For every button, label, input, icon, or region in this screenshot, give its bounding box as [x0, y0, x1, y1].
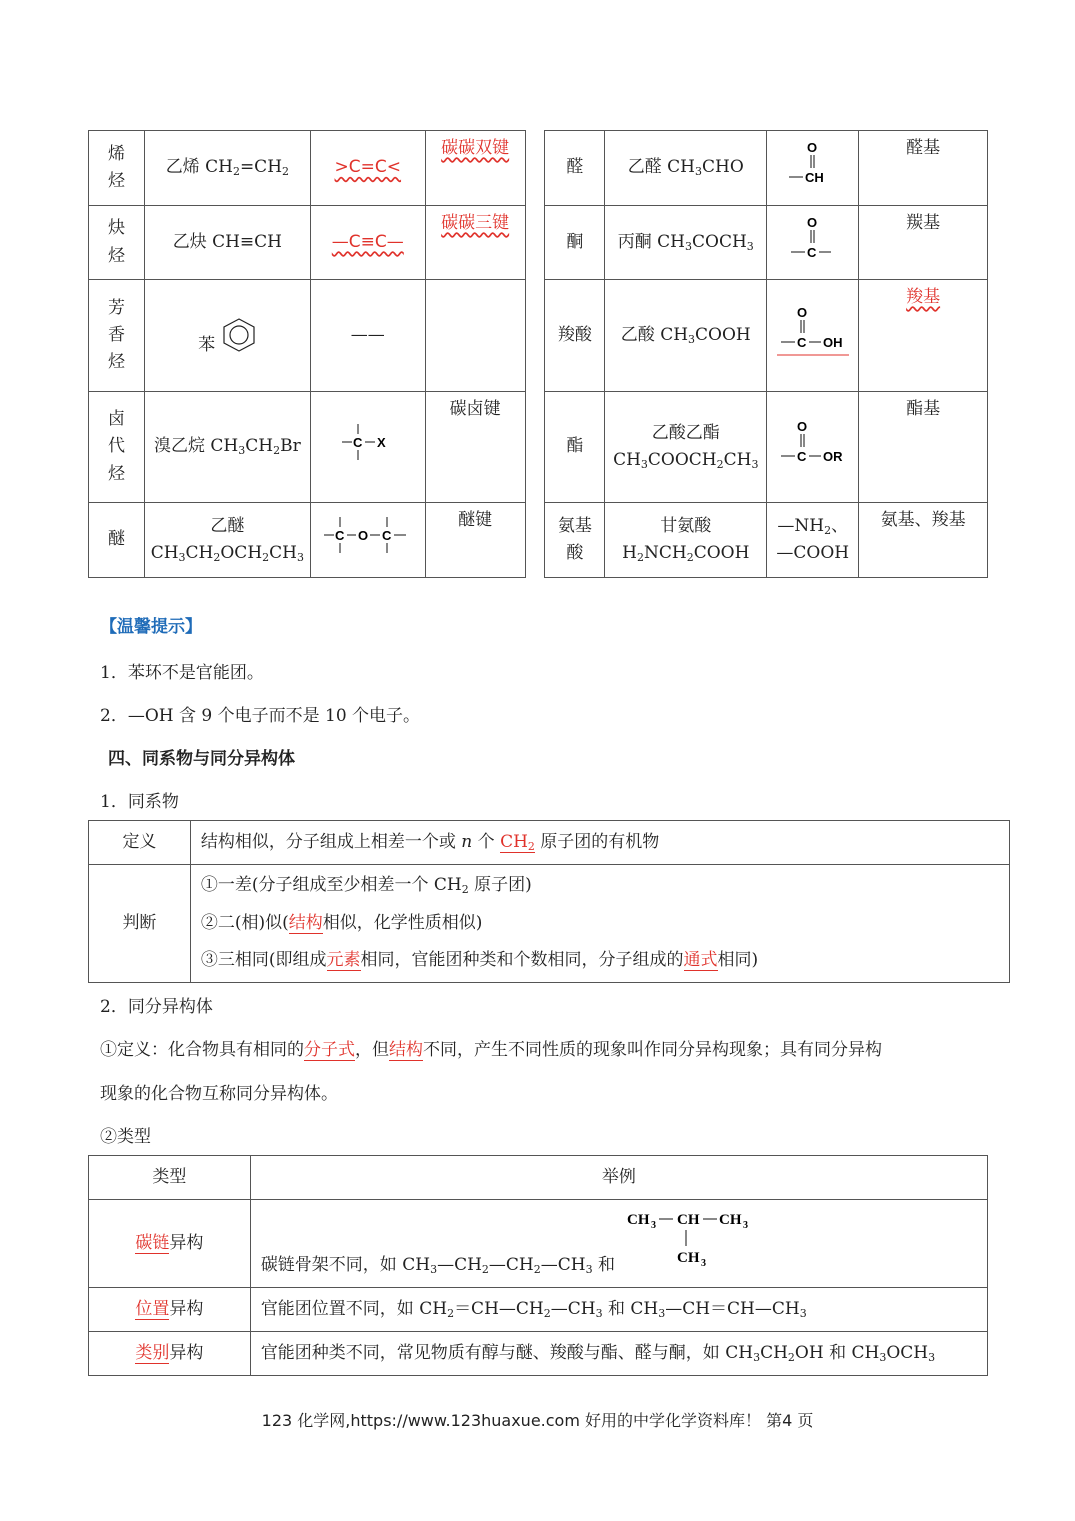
- group-halide: [310, 392, 425, 503]
- example-diethyl-ether: 乙醚 $CH_3CH_2OCH_2CH_3$: [144, 503, 310, 578]
- groupname-ketone: 羰基: [859, 206, 988, 280]
- svg-text:CH: CH: [626, 1212, 650, 1228]
- groupname-alkene: 碳碳双键: [425, 131, 525, 206]
- example-ethyne: 乙炔 CH≡CH: [144, 206, 310, 280]
- homolog-def-text: 结构相似，分子组成上相差一个或 n 个 $CH_2$ 原子团的有机物: [190, 821, 1009, 865]
- svg-text:C: C: [334, 528, 345, 544]
- tip-2: 2．—OH 含 9 个电子而不是 10 个电子。: [100, 706, 421, 726]
- group-carboxyl: [767, 280, 859, 392]
- svg-text:3: 3: [700, 1258, 706, 1269]
- example-acetone: 丙酮 $CH_3COCH_3$: [605, 206, 767, 280]
- groupname-amino-acid: 氨基、羧基: [859, 503, 988, 578]
- svg-text:CH: CH: [676, 1212, 700, 1228]
- groupname-alkyne: 碳碳三键: [425, 206, 525, 280]
- isomer-type-table: [88, 1155, 988, 1376]
- example-glycine: 甘氨酸 $H_2NCH_2COOH$: [605, 503, 767, 578]
- class-carboxylic: 羧酸: [545, 280, 605, 392]
- group-ketone: [767, 206, 859, 280]
- svg-text:C: C: [796, 334, 807, 350]
- group-aldehyde: [767, 131, 859, 206]
- tips-heading: 【温馨提示】: [100, 617, 202, 637]
- header-example: 举例: [250, 1156, 987, 1200]
- class-ether: 醚: [89, 503, 145, 578]
- example-ethyl-acetate: 乙酸乙酯 $CH_3COOCH_2CH_3$: [605, 392, 767, 503]
- example-carbon-chain: 碳链骨架不同，如 $CH_3—CH_2—CH_2—CH_3$ 和 CH 3 CH CH 3 CH 3: [250, 1200, 987, 1288]
- class-ester: 酯: [545, 392, 605, 503]
- homolog-def-label: 定义: [89, 821, 191, 865]
- svg-text:X: X: [376, 435, 386, 451]
- tip-1: 1．苯环不是官能团。: [100, 663, 264, 683]
- svg-text:3: 3: [650, 1220, 656, 1231]
- type-category: 类别异构: [89, 1332, 251, 1376]
- example-benzene: 苯: [144, 280, 310, 392]
- svg-text:OR: OR: [822, 449, 843, 465]
- svg-text:OH: OH: [822, 334, 843, 350]
- group-ether: [310, 503, 425, 578]
- group-ester: [767, 392, 859, 503]
- svg-text:C: C: [796, 449, 807, 465]
- subheading-isomer: 2．同分异构体: [100, 997, 213, 1017]
- class-alkene: 烯 烃: [89, 131, 145, 206]
- svg-text:O: O: [806, 214, 817, 230]
- svg-text:CH: CH: [804, 170, 824, 186]
- group-aromatic: ——: [310, 280, 425, 392]
- groupname-ester: 酯基: [859, 392, 988, 503]
- homolog-judge-label: 判断: [89, 865, 191, 983]
- example-ethene: 乙烯 $CH_2=CH_2$: [144, 131, 310, 206]
- class-ketone: 酮: [545, 206, 605, 280]
- benzene-ring-icon: [221, 316, 257, 356]
- groupname-carboxyl: 羧基: [859, 280, 988, 392]
- section-heading: 四、同系物与同分异构体: [108, 749, 295, 769]
- groupname-ether: 醚键: [425, 503, 525, 578]
- class-alkyne: 炔 烃: [89, 206, 145, 280]
- isobutane-structure-icon: [623, 1206, 763, 1278]
- groupname-aromatic: [425, 280, 525, 392]
- group-alkyne: —C≡C—: [310, 206, 425, 280]
- svg-text:CH: CH: [676, 1250, 700, 1266]
- svg-text:CH: CH: [718, 1212, 742, 1228]
- svg-text:C: C: [352, 435, 363, 451]
- example-acetaldehyde: 乙醛 $CH_3CHO$: [605, 131, 767, 206]
- class-aldehyde: 醛: [545, 131, 605, 206]
- types-label: ②类型: [100, 1127, 151, 1147]
- page-footer: 123 化学网,https://www.123huaxue.com 好用的中学化学资料库！ 第4 页: [261, 1411, 814, 1430]
- example-category: 官能团种类不同，常见物质有醇与醚、羧酸与酯、醛与酮，如 $CH_3CH_2OH$ 和 $CH_3OCH_3$: [250, 1332, 987, 1376]
- example-bromoethane: 溴乙烷 $CH_3CH_2Br$: [144, 392, 310, 503]
- groupname-aldehyde: 醛基: [859, 131, 988, 206]
- group-amino-acid: $—NH_2$、 —COOH: [767, 503, 859, 578]
- functional-group-table: [88, 130, 988, 578]
- svg-text:3: 3: [742, 1220, 748, 1231]
- isomer-definition-cont: 现象的化合物互称同分异构体。: [100, 1084, 338, 1104]
- isomer-definition: ①定义：化合物具有相同的分子式，但结构不同，产生不同性质的现象叫作同分异构现象；具有同分异构: [100, 1040, 882, 1060]
- svg-text:O: O: [806, 140, 817, 156]
- example-position: 官能团位置不同，如 $CH_2=CH—CH_2—CH_3$ 和 $CH_3—CH=CH—CH_3$: [250, 1288, 987, 1332]
- subheading-homolog: 1．同系物: [100, 792, 179, 812]
- table-gap: [525, 131, 545, 578]
- groupname-halide: 碳卤键: [425, 392, 525, 503]
- class-haloalkane: 卤 代 烃: [89, 392, 145, 503]
- svg-text:O: O: [357, 528, 368, 544]
- svg-text:C: C: [806, 244, 817, 260]
- class-aromatic: 芳 香 烃: [89, 280, 145, 392]
- svg-text:C: C: [381, 528, 392, 544]
- svg-text:O: O: [796, 304, 807, 320]
- svg-text:O: O: [796, 419, 807, 435]
- group-alkene: >C=C<: [310, 131, 425, 206]
- example-acetic-acid: 乙酸 $CH_3COOH$: [605, 280, 767, 392]
- homolog-judge-text: ①一差(分子组成至少相差一个 $CH_2$ 原子团) ②二(相)似(结构相似，化学性质相似) ③三相同(即组成元素相同，官能团种类和个数相同，分子组成的通式相同): [190, 865, 1009, 983]
- homolog-table: [88, 820, 1010, 983]
- class-amino-acid: 氨基 酸: [545, 503, 605, 578]
- type-position: 位置异构: [89, 1288, 251, 1332]
- header-type: 类型: [89, 1156, 251, 1200]
- type-carbon-chain: 碳链异构: [89, 1200, 251, 1288]
